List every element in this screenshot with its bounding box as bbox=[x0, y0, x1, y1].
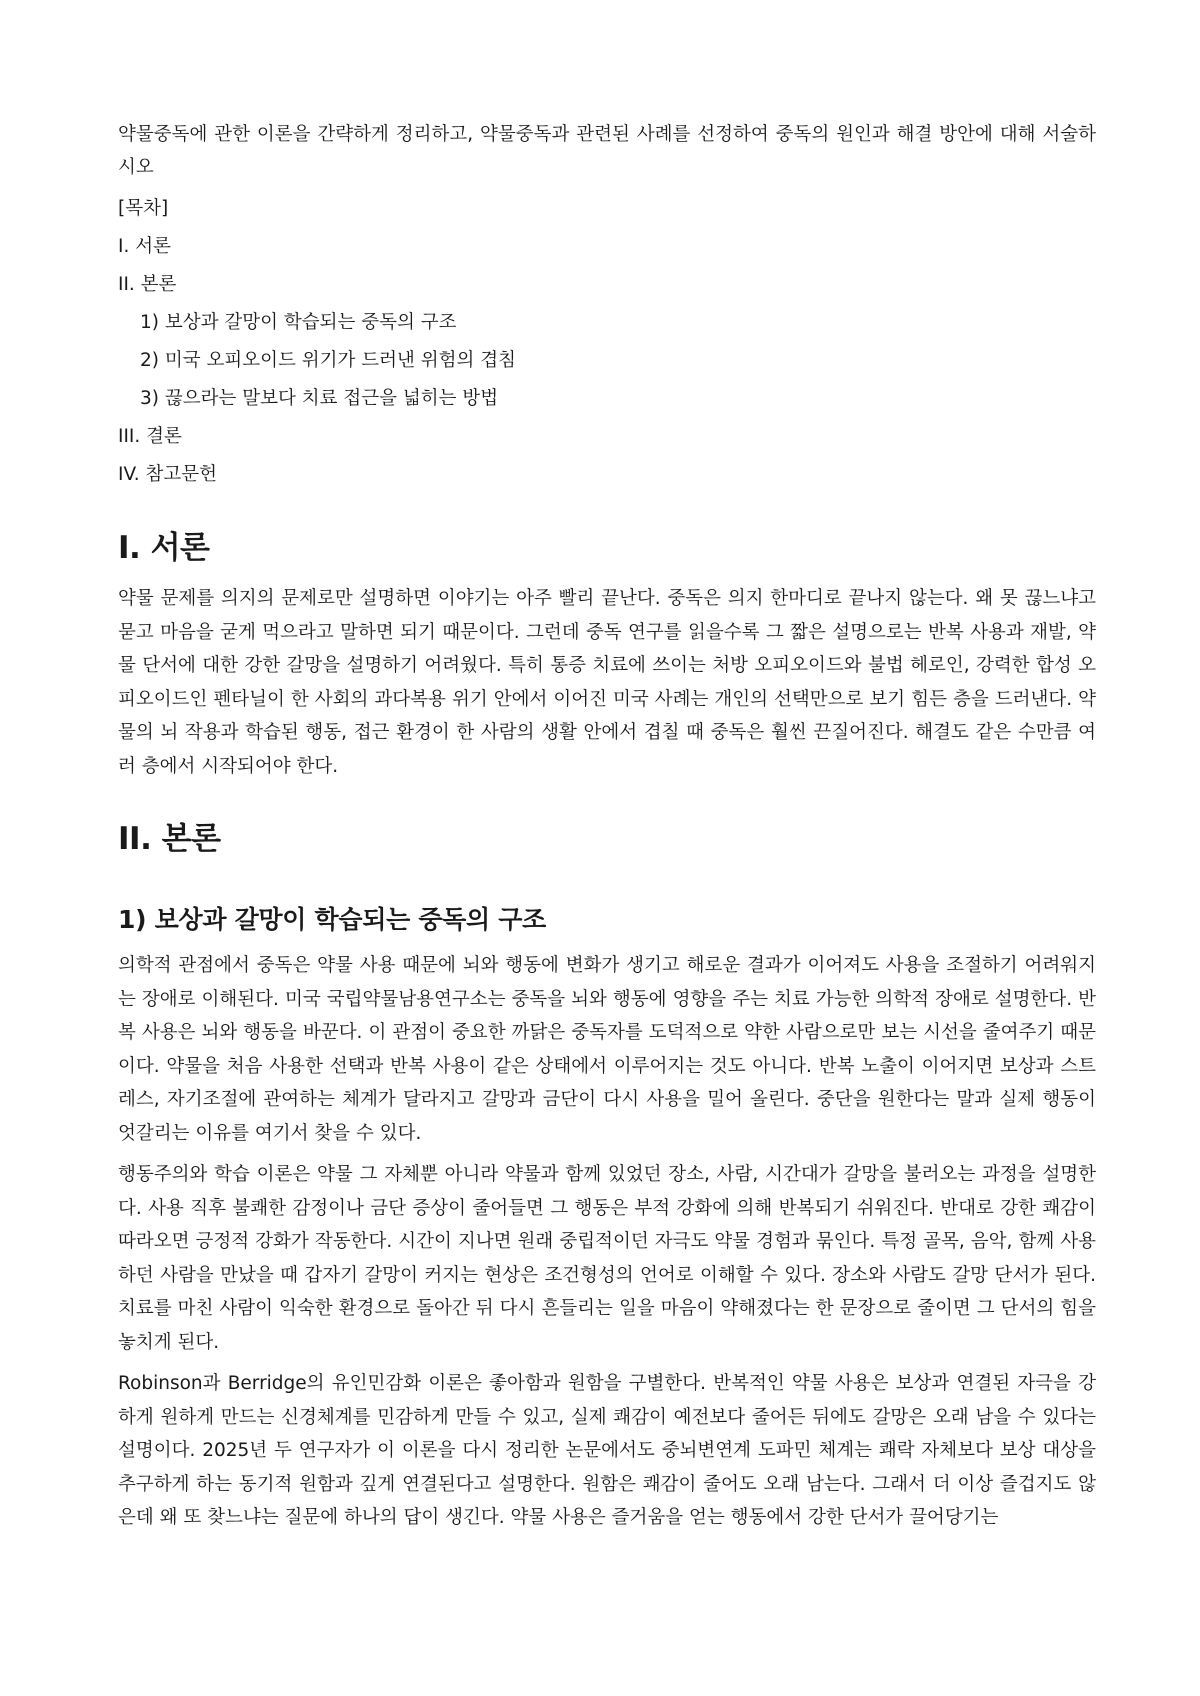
toc-item-conclusion: III. 결론 bbox=[118, 426, 182, 447]
subsection-title-1: 1) 보상과 갈망이 학습되는 중독의 구조 bbox=[118, 905, 546, 934]
body-paragraph-2: 행동주의와 학습 이론은 약물 그 자체뿐 아니라 약물과 함께 있었던 장소, 사람, 시간대가 갈망을 불러오는 과정을 설명한다. 사용 직후 불쾌한 감정이나 금단 증상이 줄어들면 그 행동은 부적 강화에 의해 반복되기 쉬워진다. 반대로 강한 쾌감이 따라오면 긍정적 강화가 작동한다. 시간이 지나면 원래 중립적이던 자극도 약물 경험과 묶인다. 특정 골목, 음악, 함께 사용하던 사람을 만났을 때 갑자기 갈망이 커지는 현상은 조건형성의 언어로 이해할 수 있다. 장소와 사람도 갈망 단서가 된다. 치료를 마친 사람이 익숙한 환경으로 돌아간 뒤 다시 흔들리는 일을 마음이 약해졌다는 한 문장으로 줄이면 그 단서의 힘을 놓치게 된다. bbox=[118, 1164, 1096, 1353]
toc-item-references: IV. 참고문헌 bbox=[118, 464, 217, 485]
body-paragraph-1: 의학적 관점에서 중독은 약물 사용 때문에 뇌와 행동에 변화가 생기고 해로운 결과가 이어져도 사용을 조절하기 어려워지는 장애로 이해된다. 미국 국립약물남용연구소는 중독을 뇌와 행동에 영향을 주는 치료 가능한 의학적 장애로 설명한다. 반복 사용은 뇌와 행동을 바꾼다. 이 관점이 중요한 까닭은 중독자를 도덕적으로 약한 사람으로만 보는 시선을 줄여주기 때문이다. 약물을 처음 사용한 선택과 반복 사용이 같은 상태에서 이루어지는 것도 아니다. 반복 노출이 이어지면 보상과 스트레스, 자기조절에 관여하는 체계가 달라지고 갈망과 금단이 다시 사용을 밀어 올린다. 중단을 원한다는 말과 실제 행동이 엇갈리는 이유를 여기서 찾을 수 있다. bbox=[118, 955, 1096, 1144]
toc-item-body-1: 1) 보상과 갈망이 학습되는 중독의 구조 bbox=[140, 312, 457, 333]
section-title-body: II. 본론 bbox=[118, 821, 221, 857]
table-of-contents bbox=[118, 196, 1096, 488]
toc-item-intro: I. 서론 bbox=[118, 236, 171, 257]
body-paragraph-3: Robinson과 Berridge의 유인민감화 이론은 좋아함과 원함을 구별한다. 반복적인 약물 사용은 보상과 연결된 자극을 강하게 원하게 만드는 신경체계를 민감하게 만들 수 있고, 실제 쾌감이 예전보다 줄어든 뒤에도 갈망은 오래 남을 수 있다는 설명이다. 2025년 두 연구자가 이 이론을 다시 정리한 논문에서도 중뇌변연계 도파민 체계는 쾌락 자체보다 보상 대상을 추구하게 하는 동기적 원함과 깊게 연결된다고 설명한다. 원함은 쾌감이 줄어도 오래 남는다. 그래서 더 이상 즐겁지도 않은데 왜 또 찾느냐는 질문에 하나의 답이 생긴다. 약물 사용은 즐거움을 얻는 행동에서 강한 단서가 끌어당기는 bbox=[118, 1373, 1096, 1528]
toc-heading: [목차] bbox=[118, 198, 169, 219]
toc-item-body-3: 3) 끊으라는 말보다 치료 접근을 넓히는 방법 bbox=[140, 388, 499, 409]
intro-paragraph: 약물 문제를 의지의 문제로만 설명하면 이야기는 아주 빨리 끝난다. 중독은 의지 한마디로 끝나지 않는다. 왜 못 끊느냐고 묻고 마음을 굳게 먹으라고 말하면 되기 때문이다. 그런데 중독 연구를 읽을수록 그 짧은 설명으로는 반복 사용과 재발, 약물 단서에 대한 강한 갈망을 설명하기 어려웠다. 특히 통증 치료에 쓰이는 처방 오피오이드와 불법 헤로인, 강력한 합성 오피오이드인 펜타닐이 한 사회의 과다복용 위기 안에서 이어진 미국 사례는 개인의 선택만으로 보기 힘든 층을 드러낸다. 약물의 뇌 작용과 학습된 행동, 접근 환경이 한 사람의 생활 안에서 겹칠 때 중독은 훨씬 끈질어진다. 해결도 같은 수만큼 여러 층에서 시작되어야 한다. bbox=[118, 588, 1096, 777]
toc-item-body: II. 본론 bbox=[118, 274, 177, 295]
section-title-intro: I. 서론 bbox=[118, 530, 210, 566]
assignment-prompt: 약물중독에 관한 이론을 간략하게 정리하고, 약물중독과 관련된 사례를 선정하여 중독의 원인과 해결 방안에 대해 서술하시오 bbox=[118, 124, 1096, 178]
toc-item-body-2: 2) 미국 오피오이드 위기가 드러낸 위험의 겹침 bbox=[140, 350, 516, 371]
